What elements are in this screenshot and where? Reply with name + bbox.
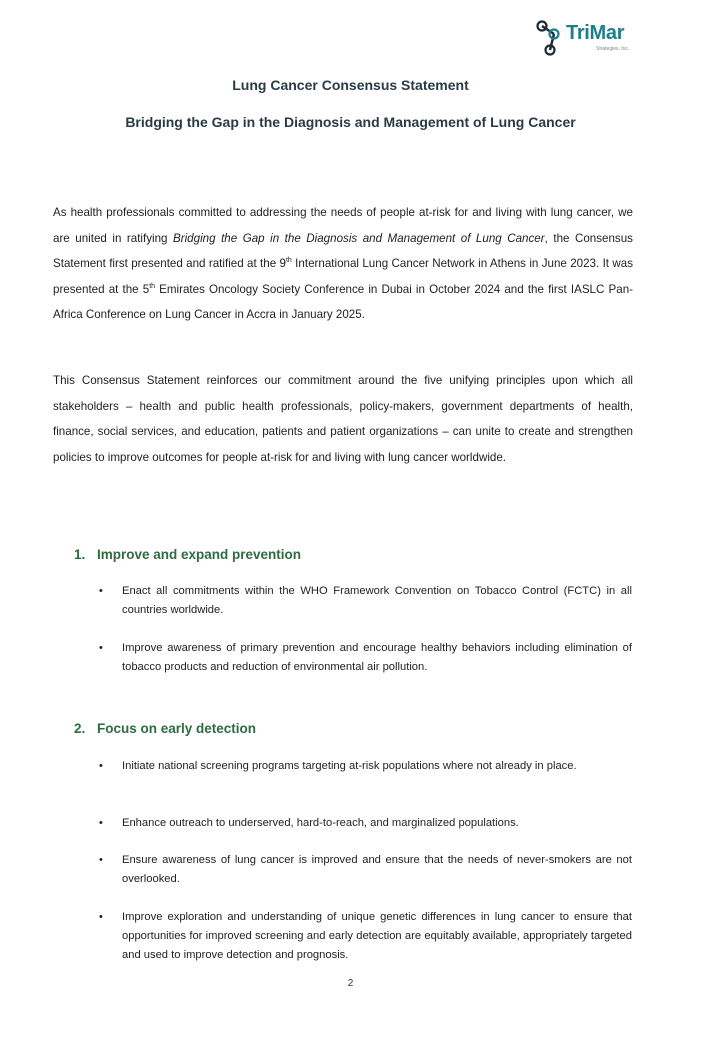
trimar-logo — [536, 18, 646, 58]
list-item: • Improve exploration and understanding of unique genetic differences in lung cancer to ensure that opportunities for improved screening and early detection are equitably available, appropriately targeted and used to improve detection and prognosis. — [99, 908, 632, 965]
document-subtitle: Bridging the Gap in the Diagnosis and Management of Lung Cancer — [125, 114, 576, 130]
bullet-icon: • — [99, 585, 103, 597]
bullet-icon: • — [99, 911, 103, 923]
list-item: • Improve awareness of primary prevention and encourage healthy behaviors including elimination of tobacco products and reduction of environmental air pollution. — [99, 639, 632, 677]
list-item: • Ensure awareness of lung cancer is improved and ensure that the needs of never-smokers are not overlooked. — [99, 851, 632, 889]
list-item: • Enhance outreach to underserved, hard-to-reach, and marginalized populations. — [99, 814, 632, 833]
section-heading-early-detection: 2. Focus on early detection — [74, 721, 257, 736]
molecule-icon — [536, 18, 568, 58]
bullet-icon: • — [99, 817, 103, 829]
bullet-icon: • — [99, 760, 103, 772]
commitment-paragraph: This Consensus Statement reinforces our commitment around the five unifying principles upon which all stakeholders – health and public health professionals, policy-makers, government departments of health, finance, social services, and education, patients and patient organizations – can unite to create and strengthen policies to improve outcomes for people at-risk for and living with lung cancer worldwide. — [53, 374, 633, 464]
logo-name: TriMar — [566, 22, 625, 44]
logo-subtitle: Strategies, Inc. — [596, 46, 630, 52]
page-number: 2 — [347, 978, 354, 989]
list-item: • Enact all commitments within the WHO Framework Convention on Tobacco Control (FCTC) in all countries worldwide. — [99, 582, 632, 620]
list-item: • Initiate national screening programs targeting at-risk populations where not already in place. — [99, 757, 632, 776]
statement-title-italic: Bridging the Gap in the Diagnosis and Management of Lung Cancer — [173, 231, 545, 245]
bullet-icon: • — [99, 642, 103, 654]
bullet-icon: • — [99, 854, 103, 866]
section-heading-prevention: 1. Improve and expand prevention — [74, 547, 302, 562]
intro-paragraph: As health professionals committed to addressing the needs of people at-risk for and living with lung cancer, we are united in ratifying Bridging the Gap in the Diagnosis and Management of Lung Cancer, the Consensus Statement first presented and ratified at the 9th International Lung Cancer Network in Athens in June 2023. It was presented at the 5th Emirates Oncology Society Conference in Dubai in October 2024 and the first IASLC Pan-Africa Conference on Lung Cancer in Accra in January 2025. — [53, 206, 633, 321]
document-title: Lung Cancer Consensus Statement — [232, 77, 469, 93]
